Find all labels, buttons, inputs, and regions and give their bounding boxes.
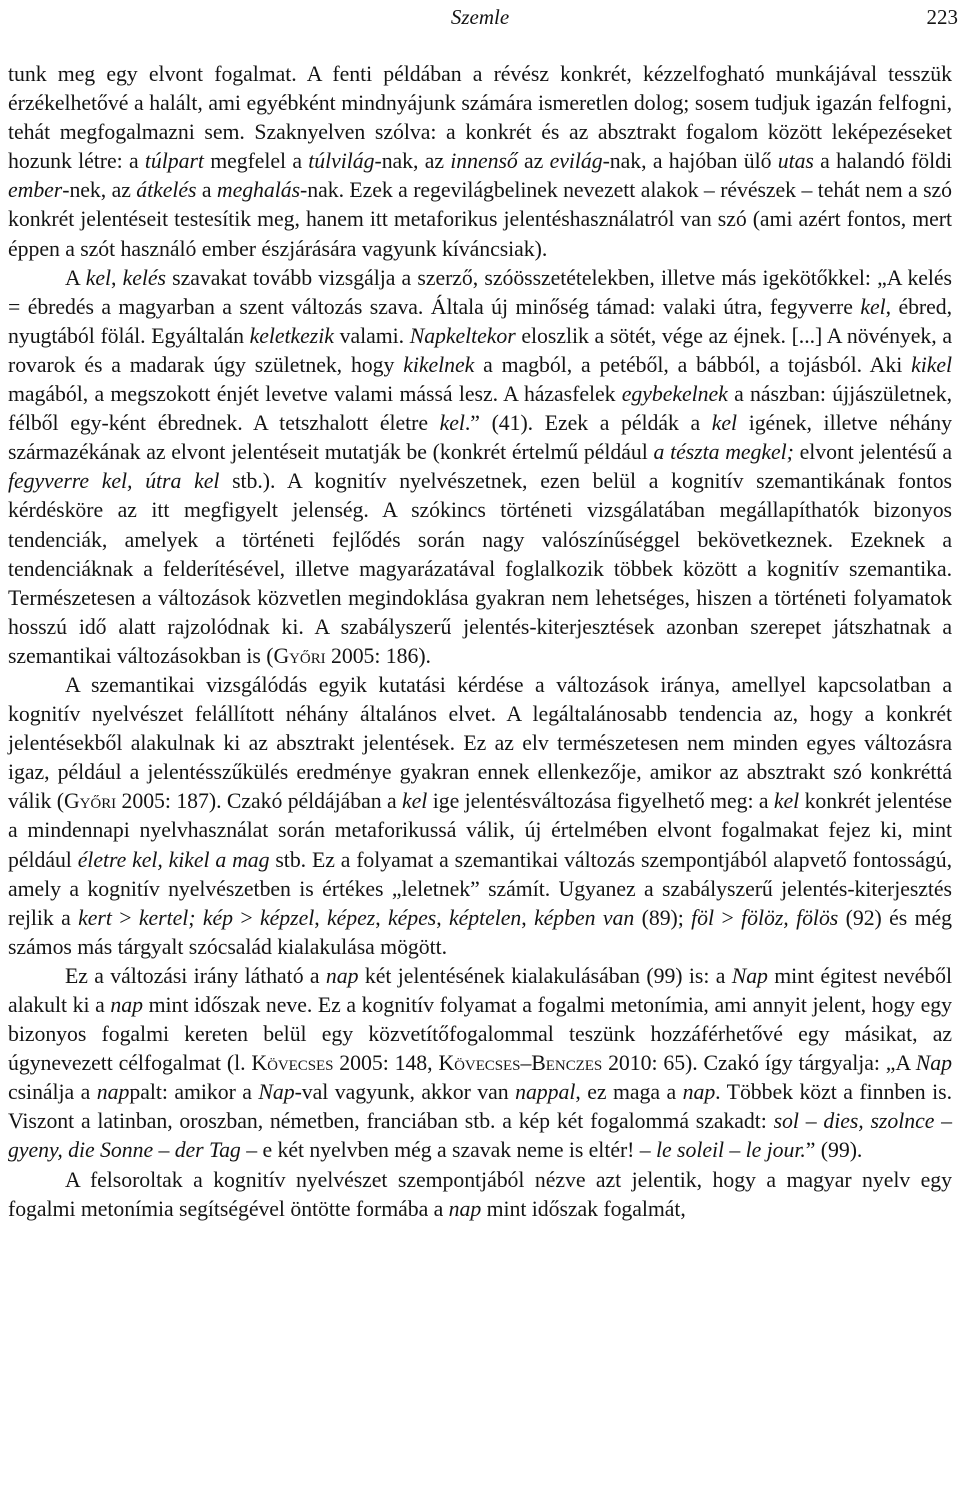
text-run: két jelentésének kialakulásában (99) is: a: [358, 963, 732, 988]
text-run: elvont jelentésű a: [793, 440, 953, 465]
text-run: >: [111, 905, 139, 930]
italic-term: képes: [388, 905, 437, 930]
text-run: (89);: [634, 905, 692, 930]
text-run: stb. Ez a folyamat a szemantikai változás szempontjából alapvető fontosságú, amely a kognitív nyelvészetben is értékes „leletnek” számít. Ugyanez a szabályszerű jelentés-kiterjesztés rejlik a: [8, 847, 952, 930]
author-citation: Győri: [63, 789, 117, 814]
italic-term: kel: [711, 411, 738, 436]
text-run: ige jelentésváltozása figyelhető meg: a: [427, 789, 774, 814]
italic-term: életre kel, kikel a mag: [77, 847, 270, 872]
italic-term: kel: [85, 265, 111, 290]
text-run: igének, illetve néhány származékának az elvont jelentéseit mutatják be (konkrét értelmű például: [8, 411, 952, 465]
text-run: ,: [314, 905, 328, 930]
italic-term: kikelnek: [403, 352, 475, 377]
text-run: megfelel a: [203, 149, 309, 174]
italic-term: nap: [325, 963, 359, 988]
text-run: 2005: 186).: [325, 643, 431, 668]
paragraph: [8, 671, 952, 962]
italic-term: fölöz, fölös: [741, 905, 839, 930]
text-run: a magból, a petéből, a bábból, a tojásból. Aki: [474, 352, 912, 377]
text-run: magából, a megszokott énjét levetve valami mássá lesz. A házasfelek: [8, 382, 622, 407]
text-run: mint időszak fogalmát,: [481, 1196, 686, 1221]
italic-term: Nap: [915, 1051, 952, 1076]
italic-term: meghalás: [216, 178, 301, 203]
paragraph: [8, 962, 952, 1166]
italic-term: képtelen: [449, 905, 522, 930]
text-run: >: [714, 905, 742, 930]
italic-term: nappal: [515, 1080, 576, 1105]
italic-term: képzel: [260, 905, 315, 930]
running-header: [0, 2, 960, 32]
text-run: (92) és még számos más tárgyalt szócsalád kialakulása mögött.: [8, 905, 953, 959]
page-number: 223: [926, 5, 958, 29]
text-run: csinálja a: [8, 1080, 97, 1105]
text-run: stb.). A kognitív nyelvészetnek, ezen belül a kognitív szemantikának fontos kérdésköre az itt megfigyelt jelenség. A szókincs történeti vizsgálatában megállapíthatók bizonyos tendenciák, amelyek a történeti fejlődés során nagy valószínűséggel bekövetkeznek. Ezeknek a tendenciáknak a felderítésével, illetve magyarázatával foglalkozik többek között a kognitív szemantika. Természetesen a változások közvetlen megindoklása gyakran nem lehetséges, hiszen a történeti folyamatok hosszú idő alatt rajzolódnak ki. A szabályszerű jelentés-kiterjesztések azonban szerepet játszhatnak a szemantikai változásokban is (: [8, 469, 952, 668]
text-run: ,: [111, 265, 123, 290]
italic-term: a tészta megkel;: [653, 440, 794, 465]
text-run: -nak, a hajóban ülő: [602, 149, 778, 174]
paragraph: [8, 1166, 952, 1224]
text-run: >: [232, 905, 261, 930]
text-run: 2010: 65). Czakó így tárgyalja: „A: [602, 1051, 916, 1076]
italic-term: kel: [439, 411, 465, 436]
author-citation: Győri: [273, 643, 326, 668]
paragraph: [8, 264, 952, 671]
italic-term: utas: [777, 149, 814, 174]
italic-term: átkelés: [136, 178, 197, 203]
italic-term: kert: [78, 905, 112, 930]
text-run: az: [517, 149, 550, 174]
italic-term: föl: [691, 905, 715, 930]
text-run: -val vagyunk, akkor van: [294, 1080, 516, 1105]
text-run: -nek, az: [62, 178, 137, 203]
italic-term: nap: [682, 1080, 716, 1105]
italic-term: kel: [402, 789, 428, 814]
italic-term: le soleil – le jour.: [656, 1138, 806, 1163]
italic-term: kel: [860, 294, 886, 319]
text-run: tunk meg egy elvont fogalmat. A fenti példában a révész konkrét, kézzelfogható munkájával tesszük érzékelhetővé a halált, ami egyébként mindnyájunk számára ismeretlen dolog; sosem tudjuk igazán felfogni, tehát megfogalmazni sem. Szaknyelven szólva: a konkrét és az absztrakt fogalom között leképezéseket hozunk létre: a: [8, 62, 952, 174]
text-run: ,: [436, 905, 450, 930]
italic-term: nap: [110, 993, 143, 1017]
text-run: . Többek közt a finnben is. Viszont a latinban, oroszban, németben, franciában stb. a kép két fogalommá szakadt:: [8, 1080, 952, 1134]
text-run: ,: [521, 905, 535, 930]
running-title: Szemle: [450, 5, 510, 29]
text-run: A: [65, 265, 86, 290]
italic-term: nap: [448, 1196, 482, 1221]
text-run: valami.: [333, 323, 410, 348]
text-run: 2005: 148,: [333, 1051, 439, 1076]
italic-term: kikel: [911, 352, 953, 377]
italic-term: evilág: [549, 149, 603, 174]
italic-term: Nap: [731, 963, 768, 988]
italic-term: sol – dies, szolnce – gyeny, die Sonne – der Tag: [8, 1109, 952, 1163]
text-run: .” (41). Ezek a példák a: [464, 411, 712, 436]
italic-term: egybekelnek: [621, 382, 728, 407]
text-run: 2005: 187). Czakó példájában a: [116, 789, 403, 814]
text-run: mint égitest nevéből alakult ki a: [8, 963, 952, 1017]
text-run: mint időszak neve. Ez a kognitív folyamat a fogalmi metonímia, ami annyit jelent, hogy egy bizonyos fogalmi kereten belül egy közvetítőfogalommal teszünk hozzáférhetővé egy másikat, az úgynevezett célfogalmat (l.: [8, 993, 952, 1076]
text-run: , ébred, nyugtából fölál. Egyáltalán: [8, 294, 952, 348]
italic-term: túlvilág: [308, 149, 375, 174]
article-body: [8, 60, 952, 1224]
paragraph: [8, 60, 952, 264]
text-run: a halandó földi: [813, 149, 952, 174]
italic-term: kelés: [122, 265, 166, 290]
text-run: konkrét jelentése a mindennapi nyelvhasználat során metaforikussá válik, új értelmében elvont fogalmakat fejez ki, mint például: [8, 789, 953, 872]
text-run: eloszlik a sötét, vége az éjnek. [...] A növények, a rovarok és a madarak úgy születnek, hogy: [8, 323, 952, 377]
italic-term: keletkezik: [249, 323, 334, 348]
text-run: A szemantikai vizsgálódás egyik kutatási kérdése a változások iránya, amellyel kapcsolatban a kognitív nyelvészet felállított néhány általános elvet. A legáltalánosabb tendencia az, hogy a konkrét jelentésekből alakulnak ki az absztrakt jelentések. Ez az elv természetesen nem minden egyes változásra igaz, például a jelentésszűkülés eredménye gyakran ennek ellenkezője, amikor az absztrakt szó konkréttá válik (: [8, 672, 952, 814]
text-run: Ez a változási irány látható a: [65, 963, 326, 988]
text-run: ” (99).: [805, 1138, 863, 1163]
text-run: , ez maga a: [575, 1080, 683, 1105]
text-run: a nászban: újjászületnek, félből egy-ként ébrednek. A tetszhalott életre: [8, 382, 952, 436]
italic-term: fegyverre kel, útra kel: [8, 469, 220, 494]
italic-term: kertel; kép: [138, 905, 233, 930]
italic-term: innenső: [450, 149, 518, 174]
italic-term: Napkeltekor: [409, 323, 516, 348]
text-run: palt: amikor a: [129, 1080, 259, 1105]
text-run: -nak, az: [374, 149, 451, 174]
italic-term: képben van: [534, 905, 635, 930]
text-run: ,: [375, 905, 389, 930]
italic-term: Nap: [258, 1080, 295, 1105]
italic-term: kel: [773, 789, 800, 814]
text-run: a: [196, 178, 217, 203]
text-run: – e két nyelvben még a szavak neme is eltér! –: [240, 1138, 657, 1163]
author-citation: Kövecses–Benczes: [438, 1051, 603, 1076]
italic-term: ember: [8, 178, 63, 203]
text-run: -nak. Ezek a regevilágbelinek nevezett alakok – révészek – tehát nem a szó konkrét jelentéseit testesítik meg, hanem itt metaforikus jelentéshasználatról van szó (ami azért fontos, mert éppen a szót használó ember észjárására vagyunk kíváncsiak).: [8, 178, 952, 261]
italic-term: túlpart: [144, 149, 204, 174]
author-citation: Kövecses: [251, 1051, 334, 1076]
italic-term: képez: [327, 905, 376, 930]
text-run: szavakat tovább vizsgálja a szerző, szóösszetételekben, illetve más igekötőkkel: „A kelés = ébredés a magyarban a szent változás szava. Általa új minőség támad: valaki útra, fegyverre: [8, 265, 952, 319]
text-run: A felsoroltak a kognitív nyelvészet szempontjából nézve azt jelentik, hogy a magyar nyelv egy fogalmi metonímia segítségével öntötte formába a: [8, 1167, 952, 1221]
italic-term: nap: [96, 1080, 130, 1105]
